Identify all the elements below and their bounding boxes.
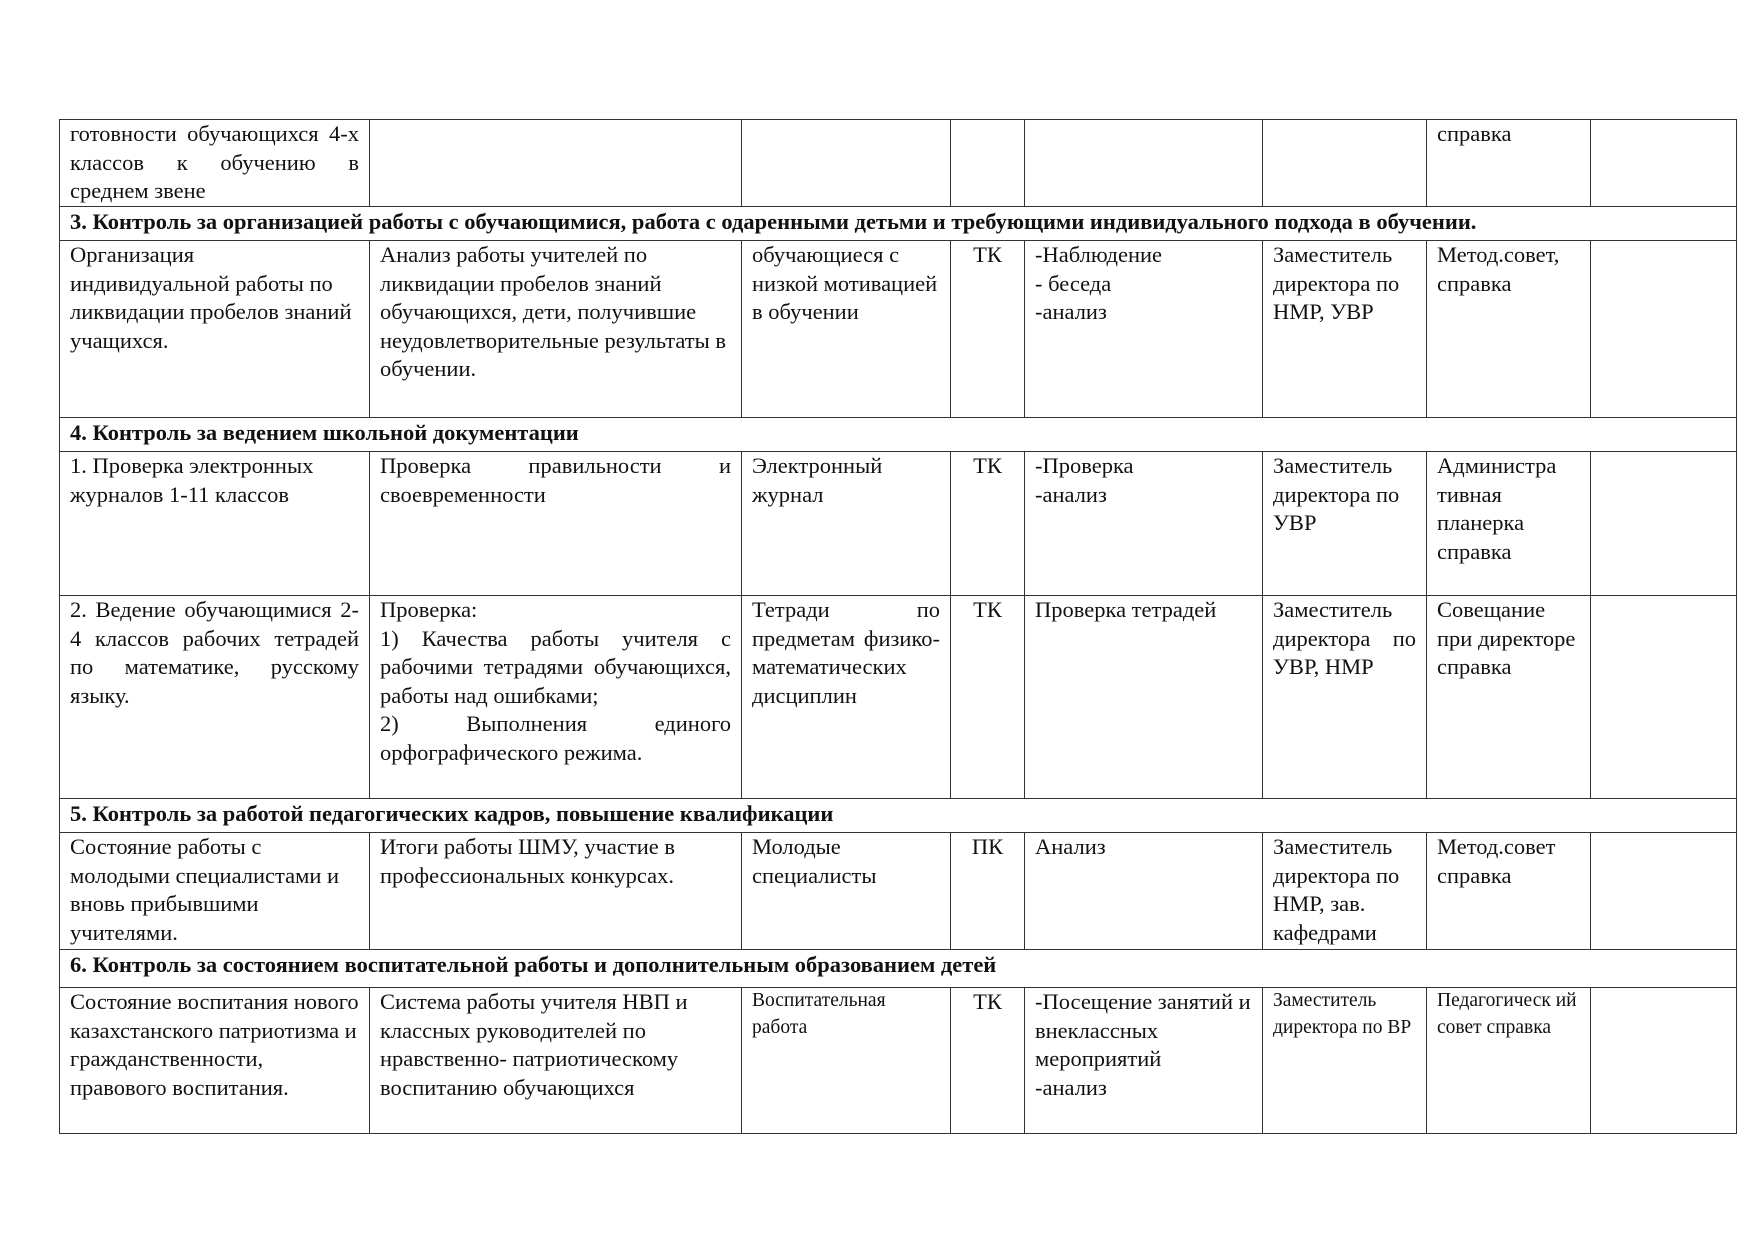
cell-result: Метод.совет справка bbox=[1427, 833, 1591, 950]
cell-type bbox=[951, 120, 1025, 207]
cell-content: Проверка правильности и своевременности bbox=[370, 452, 742, 596]
cell-result: Совещание при директоре справка bbox=[1427, 596, 1591, 799]
cell-result: Педагогическ ий совет справка bbox=[1427, 988, 1591, 1134]
cell-content: Анализ работы учителей по ликвидации пробелов знаний обучающихся, дети, получившие неудовлетворительные результаты в обучении. bbox=[370, 241, 742, 418]
cell-content: Итоги работы ШМУ, участие в профессиональных конкурсах. bbox=[370, 833, 742, 950]
cell-note bbox=[1591, 120, 1737, 207]
cell-object: Электронный журнал bbox=[742, 452, 951, 596]
method-line: -Проверка bbox=[1035, 453, 1134, 478]
table-row bbox=[60, 596, 1737, 799]
cell-note bbox=[1591, 452, 1737, 596]
cell-topic: готовности обучающихся 4-х классов к обучению в среднем звене bbox=[60, 120, 370, 207]
cell-result: справка bbox=[1427, 120, 1591, 207]
section-title: 3. Контроль за организацией работы с обучающимися, работа с одаренными детьми и требующими индивидуального подхода в обучении. bbox=[60, 207, 1737, 241]
cell-note bbox=[1591, 988, 1737, 1134]
cell-content: Система работы учителя НВП и классных руководителей по нравственно- патриотическому воспитанию обучающихся bbox=[370, 988, 742, 1134]
cell-result: Метод.совет, справка bbox=[1427, 241, 1591, 418]
cell-result: Администра тивная планерка справка bbox=[1427, 452, 1591, 596]
section-row bbox=[60, 950, 1737, 988]
cell-responsible: Заместитель директора по УВР bbox=[1263, 452, 1427, 596]
cell-topic: 2. Ведение обучающимися 2-4 классов рабочих тетрадей по математике, русскому языку. bbox=[60, 596, 370, 799]
control-plan-table bbox=[59, 119, 1737, 1134]
cell-object bbox=[742, 120, 951, 207]
cell-method bbox=[1025, 241, 1263, 418]
cell-method bbox=[1025, 120, 1263, 207]
cell-object: Тетради по предметам физико-математических дисциплин bbox=[742, 596, 951, 799]
cell-method bbox=[1025, 988, 1263, 1134]
cell-topic: Состояние воспитания нового казахстанского патриотизма и гражданственности, правового воспитания. bbox=[60, 988, 370, 1134]
method-line: Анализ bbox=[1035, 834, 1106, 859]
method-line: -Посещение занятий и внеклассных мероприятий bbox=[1035, 989, 1251, 1072]
method-line: -анализ bbox=[1035, 1074, 1107, 1100]
cell-type: ТК bbox=[951, 241, 1025, 418]
cell-type: ТК bbox=[951, 452, 1025, 596]
method-line: Проверка тетрадей bbox=[1035, 597, 1217, 622]
section-row bbox=[60, 207, 1737, 241]
cell-object: Воспитательная работа bbox=[742, 988, 951, 1134]
cell-note bbox=[1591, 833, 1737, 950]
cell-topic: 1. Проверка электронных журналов 1-11 классов bbox=[60, 452, 370, 596]
table-row bbox=[60, 120, 1737, 207]
table-row bbox=[60, 452, 1737, 596]
cell-responsible: Заместитель директора по НМР, зав. кафедрами bbox=[1263, 833, 1427, 950]
method-line: - беседа bbox=[1035, 270, 1112, 296]
table-row bbox=[60, 833, 1737, 950]
content-line: 2) Выполнения единого орфографического режима. bbox=[380, 711, 731, 765]
cell-type: ПК bbox=[951, 833, 1025, 950]
cell-topic: Состояние работы с молодыми специалистами и вновь прибывшими учителями. bbox=[60, 833, 370, 950]
cell-type: ТК bbox=[951, 596, 1025, 799]
cell-responsible: Заместитель директора по ВР bbox=[1263, 988, 1427, 1134]
table-row bbox=[60, 988, 1737, 1134]
cell-method bbox=[1025, 596, 1263, 799]
cell-note bbox=[1591, 241, 1737, 418]
cell-method bbox=[1025, 452, 1263, 596]
cell-method bbox=[1025, 833, 1263, 950]
cell-responsible bbox=[1263, 120, 1427, 207]
cell-object: Молодые специалисты bbox=[742, 833, 951, 950]
cell-note bbox=[1591, 596, 1737, 799]
section-title: 5. Контроль за работой педагогических кадров, повышение квалификации bbox=[60, 799, 1737, 833]
cell-object: обучающиеся с низкой мотивацией в обучении bbox=[742, 241, 951, 418]
cell-content bbox=[370, 596, 742, 799]
method-line: -анализ bbox=[1035, 481, 1107, 507]
cell-topic: Организация индивидуальной работы по ликвидации пробелов знаний учащихся. bbox=[60, 241, 370, 418]
section-row bbox=[60, 418, 1737, 452]
method-line: -анализ bbox=[1035, 299, 1107, 325]
method-line: -Наблюдение bbox=[1035, 242, 1163, 267]
document-page bbox=[59, 119, 1736, 1134]
section-row bbox=[60, 799, 1737, 833]
cell-content bbox=[370, 120, 742, 207]
cell-responsible: Заместитель директора по НМР, УВР bbox=[1263, 241, 1427, 418]
cell-responsible: Заместитель директора по УВР, НМР bbox=[1263, 596, 1427, 799]
content-line: 1) Качества работы учителя с рабочими тетрадями обучающихся, работы над ошибками; bbox=[380, 625, 731, 708]
content-line: Проверка: bbox=[380, 597, 478, 622]
cell-type: ТК bbox=[951, 988, 1025, 1134]
table-row bbox=[60, 241, 1737, 418]
section-title: 6. Контроль за состоянием воспитательной работы и дополнительным образованием детей bbox=[60, 950, 1737, 988]
section-title: 4. Контроль за ведением школьной документации bbox=[60, 418, 1737, 452]
